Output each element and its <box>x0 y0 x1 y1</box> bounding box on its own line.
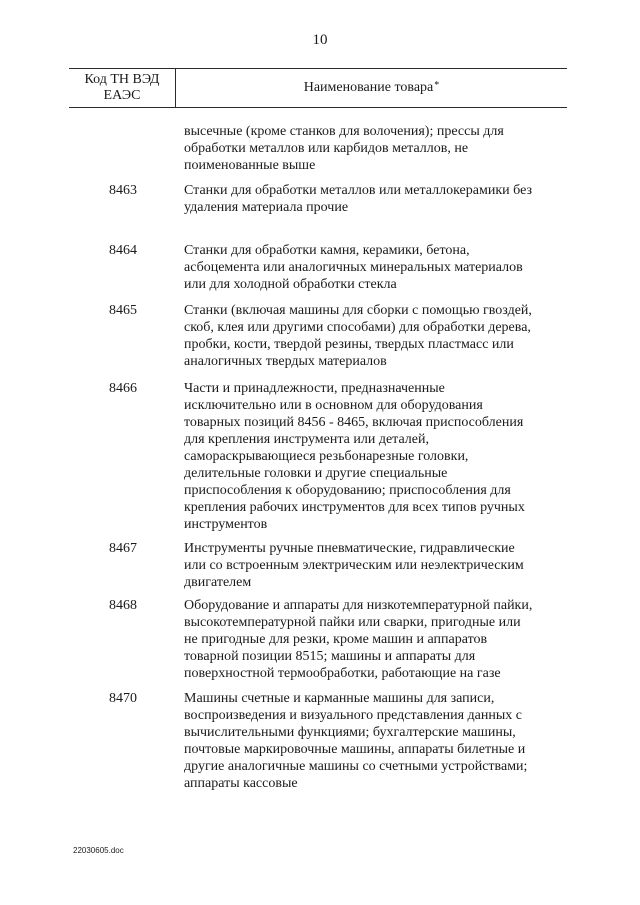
description-line: Машины счетные и карманные машины для записи, <box>184 691 495 706</box>
header-code-line-1: Код ТН ВЭД <box>84 72 160 87</box>
row-description <box>184 123 556 174</box>
description-line: для крепления инструмента или деталей, <box>184 432 429 447</box>
description-line: или со встроенным электрическим или неэлектрическим <box>184 558 524 573</box>
description-line: Части и принадлежности, предназначенные <box>184 381 445 396</box>
description-line: Оборудование и аппараты для низкотемпературной пайки, <box>184 598 533 613</box>
row-description <box>184 302 556 370</box>
row-description <box>184 380 556 533</box>
page-number: 10 <box>312 32 328 48</box>
description-line: обработки металлов или карбидов металлов, не <box>184 141 469 156</box>
description-line: аппараты кассовые <box>184 776 298 791</box>
row-code: 8463 <box>109 183 137 198</box>
description-line: другие аналогичные машины со счетными устройствами; <box>184 759 528 774</box>
description-line: вычислительными функциями; бухгалтерские машины, <box>184 725 516 740</box>
description-line: исключительно или в основном для оборудования <box>184 398 483 413</box>
description-line: почтовые маркировочные машины, аппараты билетные и <box>184 742 526 757</box>
row-code: 8466 <box>109 381 137 396</box>
description-line: приспособления к оборудованию; приспособления для <box>184 483 511 498</box>
row-description <box>184 597 556 682</box>
row-code: 8465 <box>109 303 137 318</box>
header-footnote-mark: * <box>434 79 440 91</box>
description-line: делительные головки и другие специальные <box>184 466 448 481</box>
row-description <box>184 242 556 293</box>
description-line: высечные (кроме станков для волочения); прессы для <box>184 124 504 139</box>
description-line: высокотемпературной пайки или сварки, пригодные или <box>184 615 521 630</box>
description-line: Инструменты ручные пневматические, гидравлические <box>184 541 515 556</box>
description-line: крепления рабочих инструментов для всех типов ручных <box>184 500 525 515</box>
row-code: 8467 <box>109 541 137 556</box>
header-name-column <box>176 69 567 107</box>
description-line: аналогичных твердых материалов <box>184 354 387 369</box>
description-line: скоб, клея или другими способами) для обработки дерева, <box>184 320 531 335</box>
description-line: или для холодной обработки стекла <box>184 277 397 292</box>
description-line: двигателем <box>184 575 252 590</box>
description-line: асбоцемента или аналогичных минеральных материалов <box>184 260 523 275</box>
header-code-column <box>69 69 176 107</box>
description-line: товарных позиций 8456 - 8465, включая приспособления <box>184 415 524 430</box>
description-line: поверхностной термообработки, работающие на газе <box>184 666 501 681</box>
description-line: не пригодные для резки, кроме машин и аппаратов <box>184 632 488 647</box>
row-description <box>184 182 556 216</box>
description-line: самораскрывающиеся резьбонарезные головки, <box>184 449 469 464</box>
description-line: Станки (включая машины для сборки с помощью гвоздей, <box>184 303 532 318</box>
row-code: 8470 <box>109 691 137 706</box>
row-code: 8468 <box>109 598 137 613</box>
description-line: воспроизведения и визуального представления данных с <box>184 708 523 723</box>
description-line: поименованные выше <box>184 158 316 173</box>
row-description <box>184 690 556 792</box>
description-line: товарной позиции 8515; машины и аппараты для <box>184 649 476 664</box>
header-code-line-2: ЕАЭС <box>103 88 141 103</box>
description-line: Станки для обработки камня, керамики, бетона, <box>184 243 470 258</box>
file-name: 22030605.doc <box>73 846 124 855</box>
row-description <box>184 540 556 591</box>
table-header <box>69 68 567 108</box>
description-line: пробки, кости, твердой резины, твердых пластмасс или <box>184 337 514 352</box>
description-line: инструментов <box>184 517 268 532</box>
header-name: Наименование товара <box>303 80 434 95</box>
description-line: удаления материала прочие <box>184 200 349 215</box>
description-line: Станки для обработки металлов или металлокерамики без <box>184 183 532 198</box>
row-code: 8464 <box>109 243 137 258</box>
